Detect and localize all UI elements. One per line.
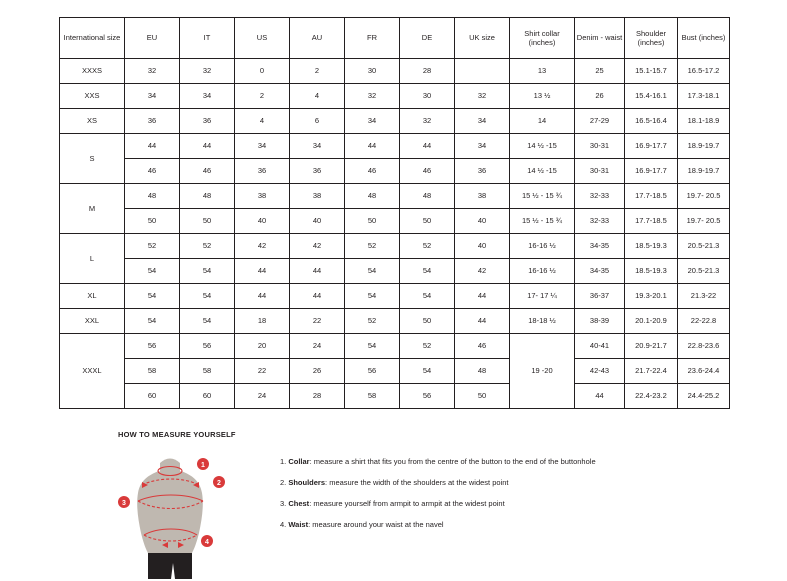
cell-eu: 58 <box>125 359 180 384</box>
cell-bust: 20.5-21.3 <box>678 234 730 259</box>
cell-bust: 18.9-19.7 <box>678 134 730 159</box>
cell-eu: 48 <box>125 184 180 209</box>
cell-de: 30 <box>400 84 455 109</box>
cell-international-size: S <box>60 134 125 184</box>
cell-uk-size: 46 <box>455 334 510 359</box>
cell-international-size: L <box>60 234 125 284</box>
cell-shoulder: 18.5-19.3 <box>625 234 678 259</box>
column-header-denim-waist: Denim - waist <box>575 18 625 59</box>
cell-denim-waist: 38-39 <box>575 309 625 334</box>
table-row <box>60 309 730 334</box>
cell-shirt-collar: 18-18 ½ <box>510 309 575 334</box>
cell-uk-size: 38 <box>455 184 510 209</box>
cell-it: 32 <box>180 59 235 84</box>
size-chart-table <box>59 17 730 409</box>
cell-it: 50 <box>180 209 235 234</box>
cell-denim-waist: 30-31 <box>575 134 625 159</box>
table-row <box>60 159 730 184</box>
cell-shirt-collar: 14 <box>510 109 575 134</box>
step-term: Waist <box>288 520 309 530</box>
cell-shoulder: 16.9-17.7 <box>625 134 678 159</box>
cell-us: 2 <box>235 84 290 109</box>
column-header-fr: FR <box>345 18 400 59</box>
figure-badge-4 <box>201 535 213 547</box>
list-item: 1. Collar: measure a shirt that fits you from the centre of the button to the end of the buttonhole <box>280 457 596 466</box>
cell-fr: 44 <box>345 134 400 159</box>
cell-au: 38 <box>290 184 345 209</box>
mannequin-diagram <box>118 449 228 579</box>
step-text: : measure a shirt that fits you from the centre of the button to the end of the buttonhole <box>309 457 596 466</box>
mannequin-body-shape <box>137 459 203 580</box>
cell-it: 34 <box>180 84 235 109</box>
table-row <box>60 384 730 409</box>
cell-denim-waist: 34-35 <box>575 259 625 284</box>
cell-it: 54 <box>180 309 235 334</box>
cell-international-size: XS <box>60 109 125 134</box>
cell-us: 22 <box>235 359 290 384</box>
cell-shoulder: 20.1-20.9 <box>625 309 678 334</box>
step-term: Shoulders <box>288 478 326 488</box>
cell-de: 32 <box>400 109 455 134</box>
column-header-it: IT <box>180 18 235 59</box>
cell-denim-waist: 44 <box>575 384 625 409</box>
cell-it: 54 <box>180 284 235 309</box>
cell-shirt-collar: 13 <box>510 59 575 84</box>
figure-badge-1 <box>197 458 209 470</box>
cell-shoulder: 20.9-21.7 <box>625 334 678 359</box>
cell-bust: 24.4-25.2 <box>678 384 730 409</box>
cell-it: 56 <box>180 334 235 359</box>
cell-it: 58 <box>180 359 235 384</box>
cell-us: 36 <box>235 159 290 184</box>
cell-au: 36 <box>290 159 345 184</box>
cell-international-size: XXXS <box>60 59 125 84</box>
cell-bust: 18.1-18.9 <box>678 109 730 134</box>
step-number: 3 <box>280 499 285 509</box>
cell-it: 44 <box>180 134 235 159</box>
column-header-bust: Bust (inches) <box>678 18 730 59</box>
cell-shoulder: 15.1-15.7 <box>625 59 678 84</box>
step-number: 4 <box>280 520 285 530</box>
cell-uk-size: 40 <box>455 234 510 259</box>
cell-shirt-collar: 19 -20 <box>510 334 575 409</box>
cell-fr: 56 <box>345 359 400 384</box>
svg-text:4: 4 <box>205 539 209 546</box>
svg-text:3: 3 <box>122 500 126 507</box>
cell-us: 42 <box>235 234 290 259</box>
cell-us: 38 <box>235 184 290 209</box>
column-header-us: US <box>235 18 290 59</box>
cell-au: 28 <box>290 384 345 409</box>
cell-denim-waist: 30-31 <box>575 159 625 184</box>
cell-shoulder: 17.7-18.5 <box>625 209 678 234</box>
measure-section-title: HOW TO MEASURE YOURSELF <box>118 430 236 439</box>
step-number: 2 <box>280 478 285 488</box>
cell-shoulder: 16.5-16.4 <box>625 109 678 134</box>
cell-de: 46 <box>400 159 455 184</box>
cell-it: 46 <box>180 159 235 184</box>
cell-it: 60 <box>180 384 235 409</box>
cell-denim-waist: 42-43 <box>575 359 625 384</box>
cell-denim-waist: 26 <box>575 84 625 109</box>
column-header-de: DE <box>400 18 455 59</box>
cell-uk-size: 32 <box>455 84 510 109</box>
table-row <box>60 284 730 309</box>
cell-eu: 46 <box>125 159 180 184</box>
cell-de: 52 <box>400 334 455 359</box>
cell-it: 52 <box>180 234 235 259</box>
svg-text:2: 2 <box>217 480 221 487</box>
cell-uk-size: 42 <box>455 259 510 284</box>
cell-shirt-collar: 15 ½ - 15 ¾ <box>510 209 575 234</box>
cell-fr: 52 <box>345 234 400 259</box>
table-row <box>60 134 730 159</box>
cell-us: 40 <box>235 209 290 234</box>
column-header-shirt-collar: Shirt collar (inches) <box>510 18 575 59</box>
cell-denim-waist: 27-29 <box>575 109 625 134</box>
cell-it: 54 <box>180 259 235 284</box>
cell-international-size: M <box>60 184 125 234</box>
cell-denim-waist: 34-35 <box>575 234 625 259</box>
cell-us: 34 <box>235 134 290 159</box>
cell-shirt-collar: 13 ½ <box>510 84 575 109</box>
column-header-international-size: International size <box>60 18 125 59</box>
cell-eu: 60 <box>125 384 180 409</box>
cell-fr: 30 <box>345 59 400 84</box>
cell-shirt-collar: 17- 17 ¼ <box>510 284 575 309</box>
cell-de: 54 <box>400 359 455 384</box>
cell-shoulder: 21.7-22.4 <box>625 359 678 384</box>
cell-shoulder: 18.5-19.3 <box>625 259 678 284</box>
step-text: : measure around your waist at the navel <box>308 520 444 530</box>
cell-uk-size: 50 <box>455 384 510 409</box>
cell-shoulder: 15.4-16.1 <box>625 84 678 109</box>
cell-de: 54 <box>400 284 455 309</box>
cell-us: 20 <box>235 334 290 359</box>
cell-shoulder: 19.3-20.1 <box>625 284 678 309</box>
cell-denim-waist: 32-33 <box>575 209 625 234</box>
cell-bust: 20.5-21.3 <box>678 259 730 284</box>
cell-de: 44 <box>400 134 455 159</box>
svg-text:1: 1 <box>201 462 205 469</box>
cell-bust: 18.9-19.7 <box>678 159 730 184</box>
cell-international-size: XXL <box>60 309 125 334</box>
cell-bust: 17.3-18.1 <box>678 84 730 109</box>
step-text: : measure yourself from armpit to armpit at the widest point <box>309 499 505 509</box>
cell-denim-waist: 40-41 <box>575 334 625 359</box>
cell-international-size: XL <box>60 284 125 309</box>
table-row <box>60 359 730 384</box>
cell-au: 24 <box>290 334 345 359</box>
measure-instructions-section <box>118 430 718 546</box>
cell-eu: 56 <box>125 334 180 359</box>
cell-eu: 54 <box>125 284 180 309</box>
cell-shoulder: 22.4-23.2 <box>625 384 678 409</box>
table-row <box>60 59 730 84</box>
step-number: 1 <box>280 457 285 466</box>
cell-eu: 54 <box>125 309 180 334</box>
cell-us: 4 <box>235 109 290 134</box>
cell-au: 26 <box>290 359 345 384</box>
cell-uk-size: 44 <box>455 284 510 309</box>
table-row <box>60 109 730 134</box>
cell-de: 50 <box>400 209 455 234</box>
cell-denim-waist: 32-33 <box>575 184 625 209</box>
step-term: Chest <box>288 499 310 509</box>
cell-eu: 34 <box>125 84 180 109</box>
column-header-au: AU <box>290 18 345 59</box>
cell-bust: 19.7- 20.5 <box>678 209 730 234</box>
cell-denim-waist: 25 <box>575 59 625 84</box>
cell-fr: 54 <box>345 334 400 359</box>
cell-shirt-collar: 16-16 ½ <box>510 234 575 259</box>
column-header-shoulder: Shoulder (inches) <box>625 18 678 59</box>
cell-shoulder: 16.9-17.7 <box>625 159 678 184</box>
cell-us: 0 <box>235 59 290 84</box>
cell-eu: 50 <box>125 209 180 234</box>
cell-au: 42 <box>290 234 345 259</box>
column-header-eu: EU <box>125 18 180 59</box>
cell-fr: 34 <box>345 109 400 134</box>
cell-fr: 48 <box>345 184 400 209</box>
cell-uk-size: 40 <box>455 209 510 234</box>
cell-de: 48 <box>400 184 455 209</box>
table-header-row <box>60 18 730 59</box>
table-row <box>60 234 730 259</box>
step-text: : measure the width of the shoulders at the widest point <box>325 478 509 488</box>
cell-au: 2 <box>290 59 345 84</box>
cell-fr: 54 <box>345 284 400 309</box>
cell-fr: 52 <box>345 309 400 334</box>
cell-uk-size: 44 <box>455 309 510 334</box>
figure-badge-2 <box>213 476 225 488</box>
cell-bust: 19.7- 20.5 <box>678 184 730 209</box>
cell-fr: 46 <box>345 159 400 184</box>
cell-us: 18 <box>235 309 290 334</box>
cell-bust: 16.5-17.2 <box>678 59 730 84</box>
column-header-uk-size: UK size <box>455 18 510 59</box>
cell-us: 44 <box>235 259 290 284</box>
measure-steps-list <box>280 457 720 542</box>
cell-uk-size: 36 <box>455 159 510 184</box>
list-item: 2. Shoulders: measure the width of the shoulders at the widest point <box>280 478 509 488</box>
list-item: 4. Waist: measure around your waist at the navel <box>280 520 444 530</box>
cell-it: 36 <box>180 109 235 134</box>
cell-shirt-collar: 14 ½ -15 <box>510 159 575 184</box>
cell-bust: 22.8-23.6 <box>678 334 730 359</box>
cell-fr: 54 <box>345 259 400 284</box>
cell-eu: 52 <box>125 234 180 259</box>
cell-fr: 50 <box>345 209 400 234</box>
table-row <box>60 184 730 209</box>
cell-au: 44 <box>290 259 345 284</box>
cell-de: 50 <box>400 309 455 334</box>
cell-au: 40 <box>290 209 345 234</box>
cell-shirt-collar: 16-16 ½ <box>510 259 575 284</box>
cell-de: 56 <box>400 384 455 409</box>
table-row <box>60 84 730 109</box>
cell-uk-size: 34 <box>455 109 510 134</box>
cell-uk-size: 48 <box>455 359 510 384</box>
cell-au: 6 <box>290 109 345 134</box>
cell-eu: 36 <box>125 109 180 134</box>
table-row <box>60 259 730 284</box>
cell-bust: 21.3-22 <box>678 284 730 309</box>
cell-au: 44 <box>290 284 345 309</box>
cell-us: 44 <box>235 284 290 309</box>
cell-fr: 58 <box>345 384 400 409</box>
cell-de: 54 <box>400 259 455 284</box>
figure-badge-3 <box>118 496 130 508</box>
step-term: Collar <box>288 457 310 466</box>
table-row <box>60 209 730 234</box>
table-row <box>60 334 730 359</box>
cell-eu: 54 <box>125 259 180 284</box>
cell-uk-size <box>455 59 510 84</box>
cell-au: 34 <box>290 134 345 159</box>
cell-eu: 32 <box>125 59 180 84</box>
cell-denim-waist: 36-37 <box>575 284 625 309</box>
cell-shoulder: 17.7-18.5 <box>625 184 678 209</box>
cell-it: 48 <box>180 184 235 209</box>
cell-international-size: XXS <box>60 84 125 109</box>
cell-bust: 23.6-24.4 <box>678 359 730 384</box>
cell-us: 24 <box>235 384 290 409</box>
cell-de: 28 <box>400 59 455 84</box>
cell-de: 52 <box>400 234 455 259</box>
cell-au: 22 <box>290 309 345 334</box>
cell-au: 4 <box>290 84 345 109</box>
cell-bust: 22-22.8 <box>678 309 730 334</box>
cell-uk-size: 34 <box>455 134 510 159</box>
cell-eu: 44 <box>125 134 180 159</box>
list-item: 3. Chest: measure yourself from armpit to armpit at the widest point <box>280 499 505 509</box>
cell-shirt-collar: 15 ½ - 15 ¾ <box>510 184 575 209</box>
cell-shirt-collar: 14 ½ -15 <box>510 134 575 159</box>
cell-international-size: XXXL <box>60 334 125 409</box>
cell-fr: 32 <box>345 84 400 109</box>
